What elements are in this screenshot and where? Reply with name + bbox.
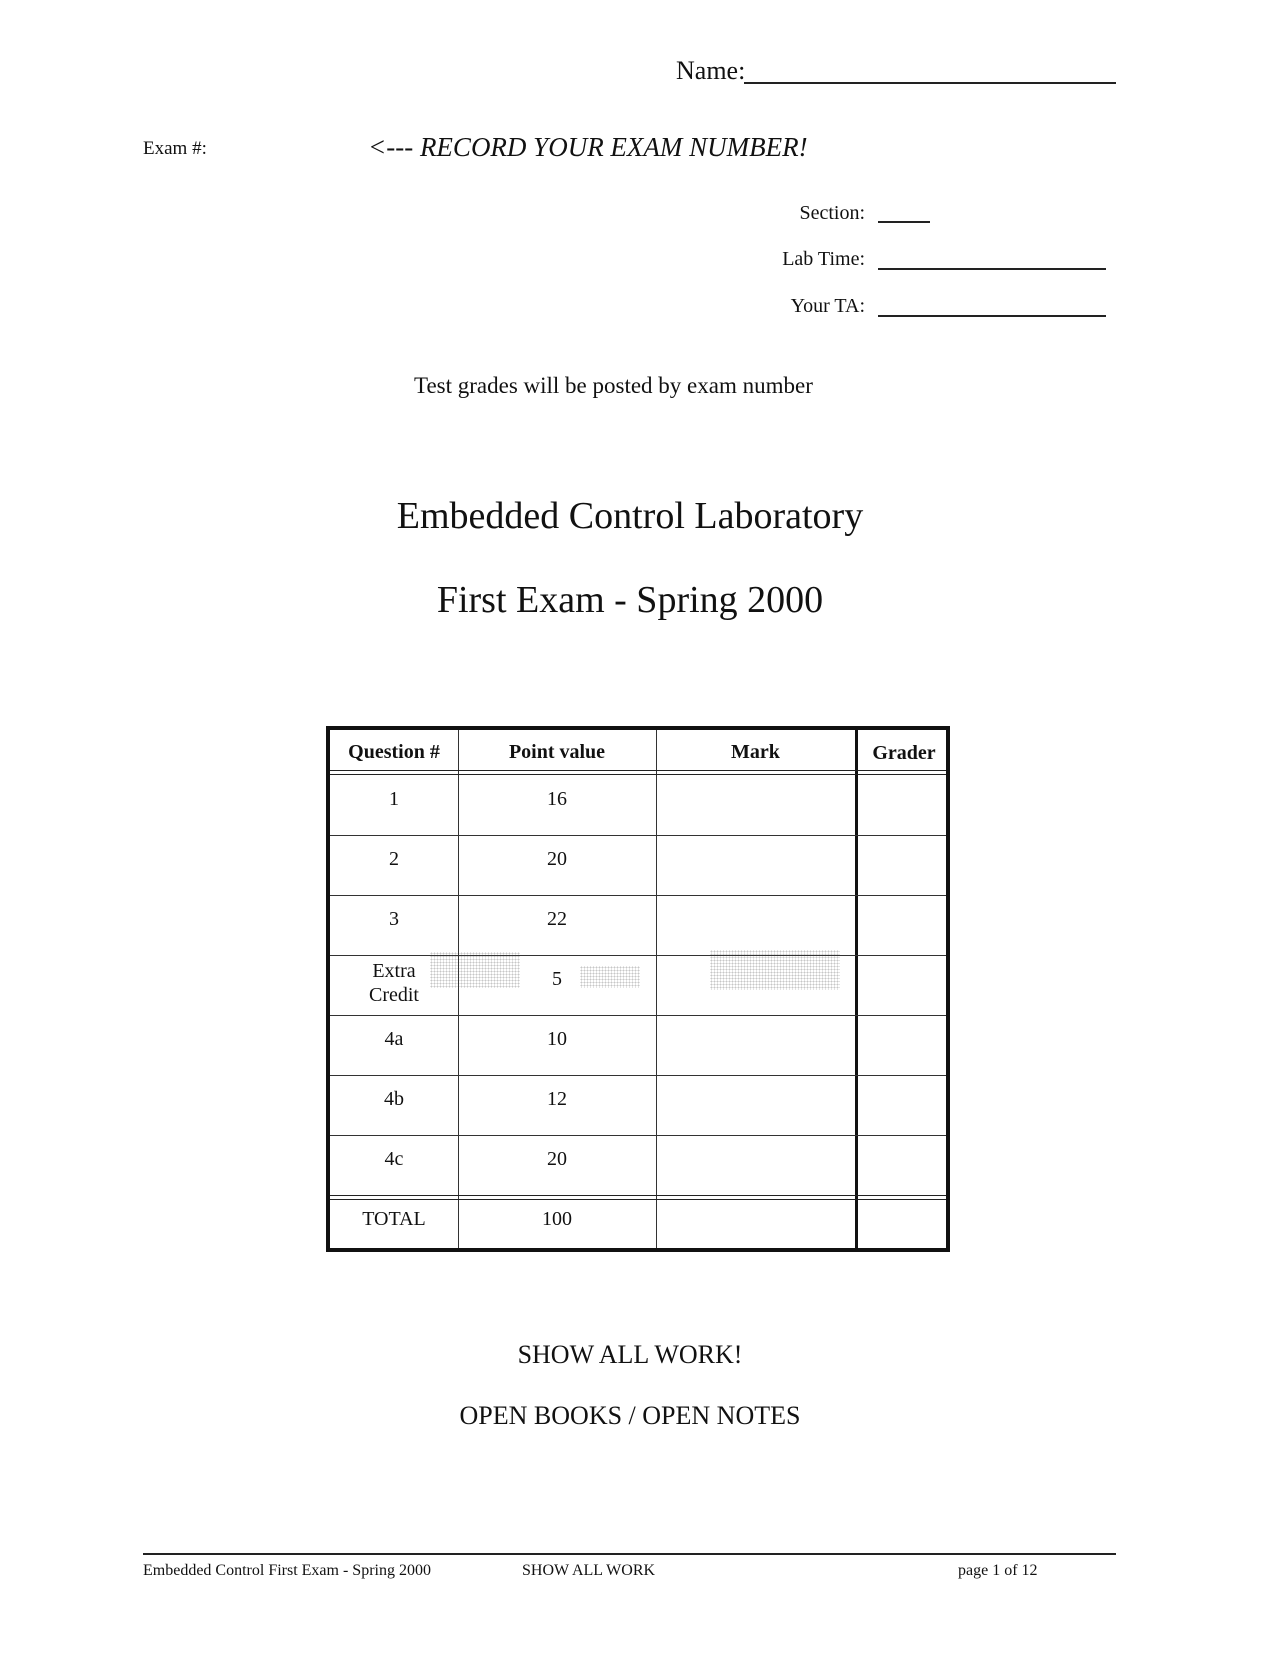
footer-title: Embedded Control First Exam - Spring 2000 — [143, 1562, 431, 1579]
ta-label: Your TA: — [790, 295, 865, 317]
row-divider — [330, 1075, 946, 1076]
row-divider — [330, 895, 946, 896]
point-value: 5 — [552, 968, 562, 990]
header-divider — [330, 770, 946, 775]
point-value: 20 — [547, 848, 567, 870]
header-grader: Grader — [872, 742, 936, 764]
header-mark: Mark — [731, 741, 780, 763]
section-field-line[interactable] — [878, 221, 930, 223]
question-number: Extra Credit — [369, 960, 419, 1006]
question-number: 4a — [384, 1028, 404, 1050]
name-label: Name: — [676, 56, 746, 85]
course-title: Embedded Control Laboratory — [396, 495, 864, 537]
exam-title: First Exam - Spring 2000 — [436, 579, 824, 621]
header-point-value: Point value — [508, 741, 606, 763]
row-divider — [330, 1135, 946, 1136]
show-work-instruction: SHOW ALL WORK! — [517, 1340, 743, 1369]
total-label: TOTAL — [362, 1208, 426, 1230]
header-question: Question # — [348, 741, 440, 763]
total-points: 100 — [542, 1208, 572, 1230]
point-value: 20 — [547, 1148, 567, 1170]
question-number: 4b — [384, 1088, 404, 1110]
row-divider — [330, 1015, 946, 1016]
footer-page-number: page 1 of 12 — [958, 1562, 1038, 1579]
shading-mark — [710, 950, 840, 990]
exam-number-instruction: <--- RECORD YOUR EXAM NUMBER! — [368, 132, 808, 162]
grade-table — [326, 726, 950, 1252]
open-books-instruction: OPEN BOOKS / OPEN NOTES — [459, 1401, 801, 1430]
footer-show-work: SHOW ALL WORK — [522, 1562, 656, 1579]
grades-posted-notice: Test grades will be posted by exam number — [414, 373, 813, 398]
row-divider — [330, 955, 946, 956]
total-divider — [330, 1195, 946, 1200]
footer-rule — [143, 1553, 1116, 1555]
point-value: 10 — [547, 1028, 567, 1050]
question-number: 4c — [384, 1148, 404, 1170]
lab-time-field-line[interactable] — [878, 268, 1106, 270]
point-value: 12 — [547, 1088, 567, 1110]
column-divider — [855, 730, 858, 1248]
question-number: 1 — [389, 788, 399, 810]
row-divider — [330, 835, 946, 836]
point-value: 16 — [547, 788, 567, 810]
point-value: 22 — [547, 908, 567, 930]
question-number: 3 — [389, 908, 399, 930]
section-label: Section: — [799, 202, 865, 224]
name-field-line[interactable] — [744, 82, 1116, 84]
lab-time-label: Lab Time: — [782, 248, 865, 270]
ta-field-line[interactable] — [878, 315, 1106, 317]
exam-number-label: Exam #: — [143, 138, 207, 159]
column-divider — [656, 730, 657, 1248]
question-number: 2 — [389, 848, 399, 870]
